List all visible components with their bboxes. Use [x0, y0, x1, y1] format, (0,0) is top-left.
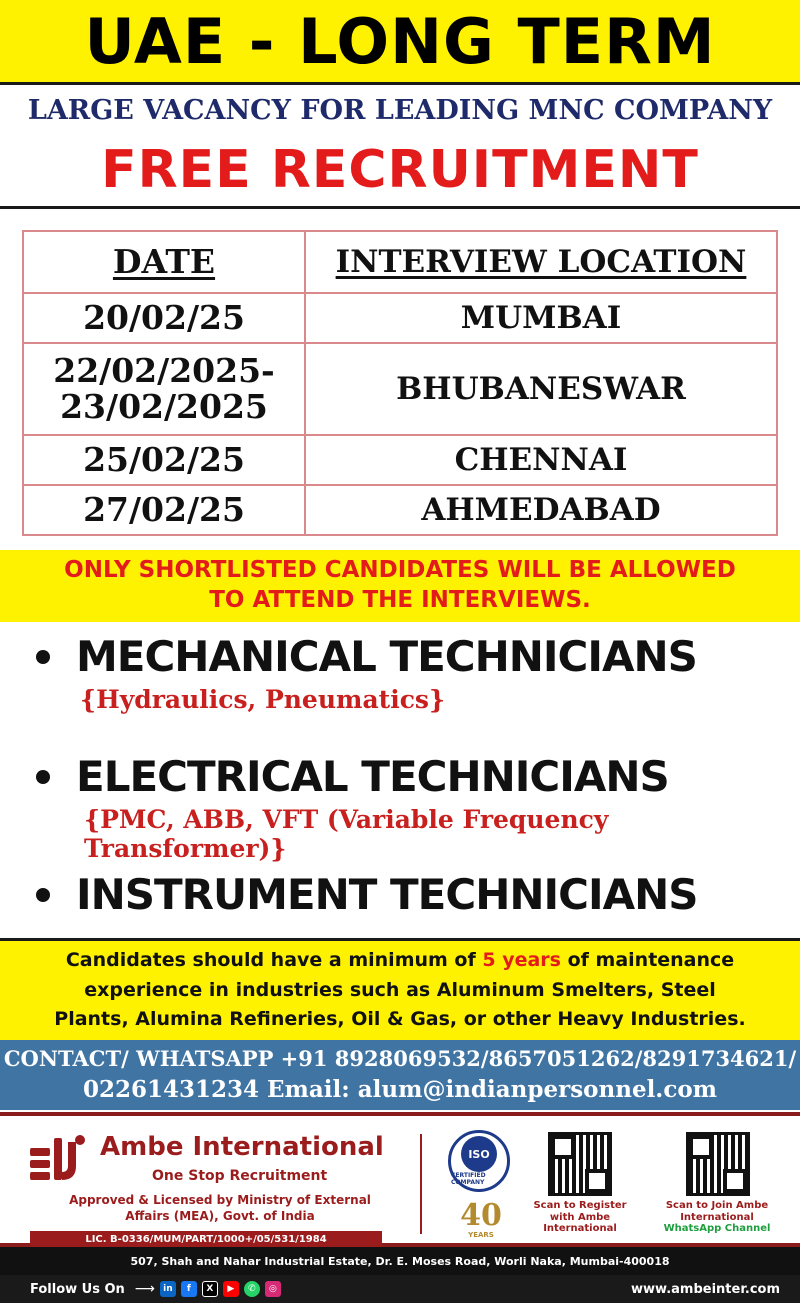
social-bar: [0, 1275, 800, 1303]
x-icon[interactable]: X: [202, 1281, 218, 1297]
years-label: YEARS: [468, 1231, 494, 1239]
location-cell: BHUBANESWAR: [396, 371, 686, 407]
register-qr-code-icon[interactable]: [548, 1132, 612, 1196]
location-column-header: INTERVIEW LOCATION: [335, 244, 747, 280]
requirements-text: Candidates should have a minimum of: [65, 949, 483, 972]
list-item: [36, 752, 800, 863]
iso-label: ISO: [461, 1136, 497, 1172]
date-cell: 27/02/25: [24, 486, 306, 534]
website-link[interactable]: www.ambeinter.com: [631, 1281, 780, 1297]
register-qr-label: Scan to Register with Ambe International: [533, 1200, 627, 1234]
iso-badge-icon: [448, 1130, 510, 1192]
bullet-icon: [36, 650, 50, 664]
date-line: 23/02/2025: [60, 387, 268, 426]
job-detail: {PMC, ABB, VFT (Variable Frequency Transformer)}: [84, 805, 609, 863]
shortlist-notice: [0, 550, 800, 622]
requirements-text: of maintenance: [560, 949, 735, 972]
requirements-line: Plants, Alumina Refineries, Oil & Gas, or other Heavy Industries.: [54, 1008, 746, 1031]
requirements-line: [66, 946, 734, 975]
interview-schedule-table: [22, 230, 778, 536]
job-title: ELECTRICAL TECHNICIANS: [76, 752, 669, 801]
requirements-box: [0, 938, 800, 1040]
job-title-row: [36, 752, 800, 801]
table-row: [24, 294, 776, 344]
headline-title: UAE - LONG TERM: [84, 4, 716, 78]
contact-bar: [0, 1040, 800, 1110]
location-cell: MUMBAI: [460, 300, 622, 336]
approval-line: Affairs (MEA), Govt. of India: [125, 1209, 315, 1224]
whatsapp-qr-label: [662, 1200, 772, 1235]
location-cell: AHMEDABAD: [421, 492, 661, 528]
date-column-header: DATE: [24, 232, 306, 292]
divider: [0, 206, 800, 209]
date-cell: 20/02/25: [24, 294, 306, 342]
table-row: [24, 344, 776, 436]
job-detail: {Hydraulics, Pneumatics}: [80, 685, 446, 714]
footer-divider: [420, 1134, 422, 1234]
years-highlight: 5 years: [482, 949, 561, 972]
bullet-icon: [36, 888, 50, 902]
arrow-right-icon: ⟶: [134, 1281, 155, 1297]
linkedin-icon[interactable]: in: [160, 1281, 176, 1297]
iso-caption: CERTIFIED COMPANY: [451, 1172, 486, 1186]
job-title: MECHANICAL TECHNICIANS: [76, 632, 697, 681]
list-item: [36, 870, 697, 919]
notice-line: ONLY SHORTLISTED CANDIDATES WILL BE ALLOWED: [64, 557, 736, 584]
whatsapp-qr-code-icon[interactable]: [686, 1132, 750, 1196]
follow-label: Follow Us On: [30, 1281, 125, 1297]
requirements-line: experience in industries such as Aluminum Smelters, Steel: [84, 978, 716, 1001]
ambe-logo-icon: [28, 1134, 92, 1184]
years-number: 40: [460, 1198, 502, 1233]
subheadline: LARGE VACANCY FOR LEADING MNC COMPANY: [27, 95, 773, 126]
instagram-icon[interactable]: ◎: [265, 1281, 281, 1297]
location-cell: CHENNAI: [454, 442, 628, 478]
youtube-icon[interactable]: ▶: [223, 1281, 239, 1297]
job-title: INSTRUMENT TECHNICIANS: [76, 870, 698, 919]
brand-tagline: One Stop Recruitment: [152, 1168, 328, 1184]
address-bar: 507, Shah and Nahar Industrial Estate, Dr. E. Moses Road, Worli Naka, Mumbai-400018: [0, 1247, 800, 1275]
brand-name: Ambe International: [100, 1132, 384, 1162]
notice-line: TO ATTEND THE INTERVIEWS.: [209, 587, 591, 613]
job-title-row: [36, 870, 697, 919]
bullet-icon: [36, 770, 50, 784]
list-item: [36, 632, 697, 714]
qr-label-line: Scan to Join Ambe International: [665, 1200, 769, 1223]
table-header-row: [24, 232, 776, 294]
facebook-icon[interactable]: f: [181, 1281, 197, 1297]
table-row: [24, 486, 776, 534]
qr-label-line: WhatsApp Channel: [663, 1223, 771, 1234]
contact-email: 02261431234 Email: alum@indianpersonnel.com: [82, 1075, 718, 1103]
company-footer: [0, 1112, 800, 1247]
job-title-row: [36, 632, 697, 681]
approval-line: Approved & Licensed by Ministry of External: [69, 1193, 371, 1207]
license-number: LIC. B-0336/MUM/PART/1000+/05/531/1984: [30, 1231, 382, 1247]
date-cell: [24, 344, 306, 434]
forty-years-badge-icon: [448, 1196, 514, 1244]
top-banner: [0, 0, 800, 85]
date-cell: 25/02/25: [24, 436, 306, 484]
contact-phones: CONTACT/ WHATSAPP +91 8928069532/8657051262/8291734621/: [3, 1046, 797, 1072]
date-line: 22/02/2025-: [53, 350, 275, 390]
table-row: [24, 436, 776, 486]
whatsapp-icon[interactable]: ✆: [244, 1281, 260, 1297]
approval-text: [30, 1192, 410, 1224]
free-recruitment-heading: FREE RECRUITMENT: [101, 140, 699, 200]
